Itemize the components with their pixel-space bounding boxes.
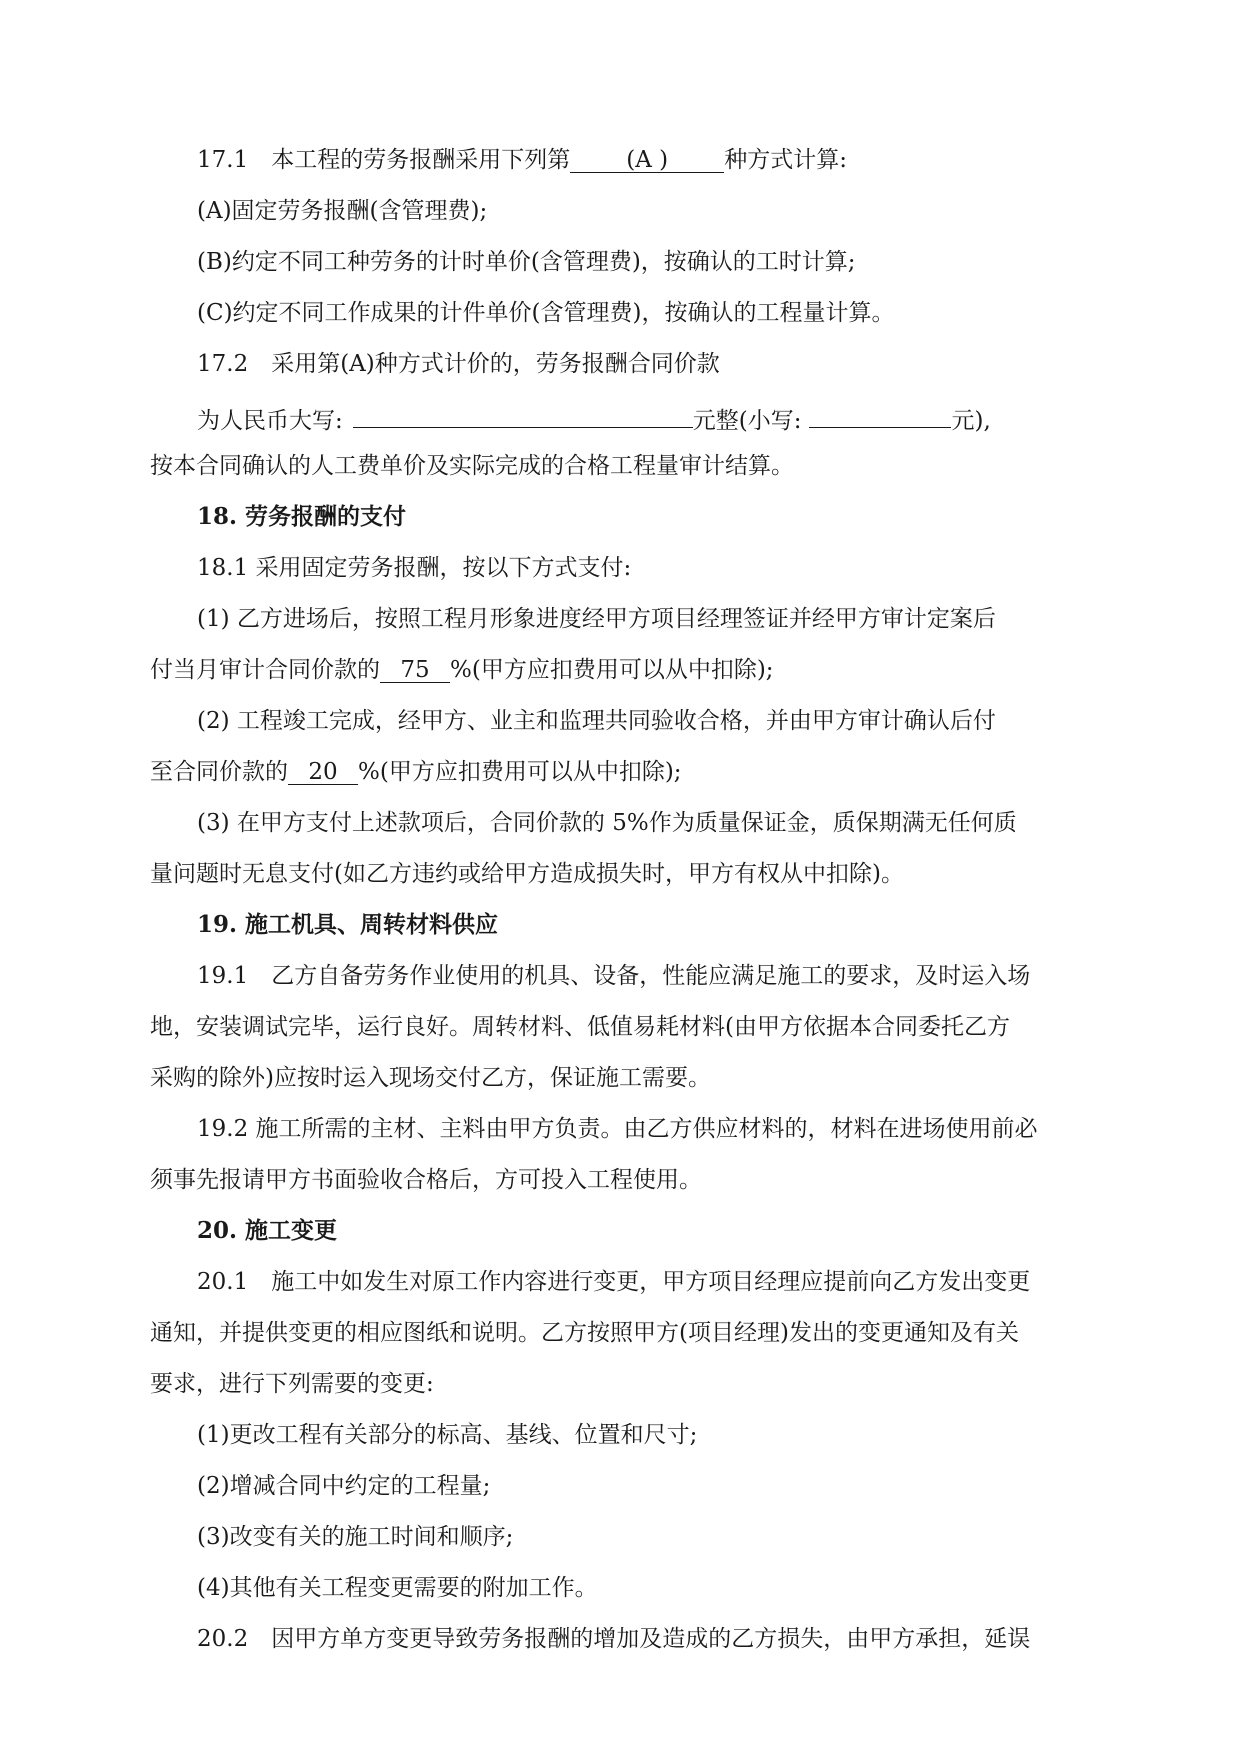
clause-17-2-line3: 按本合同确认的人工费单价及实际完成的合格工程量审计结算。 (150, 453, 794, 479)
clause-17-2-line1: 17.2 采用第(A)种方式计价的，劳务报酬合同价款 (197, 351, 720, 377)
change-item-4: (4)其他有关工程变更需要的附加工作。 (197, 1575, 598, 1601)
clause-19-1-line2: 地，安装调试完毕，运行良好。周转材料、低值易耗材料(由甲方依据本合同委托乙方 (150, 1014, 1010, 1040)
clause-17-1 (197, 145, 847, 175)
item2-suffix: %(甲方应扣费用可以从中扣除); (358, 759, 682, 785)
clause-18-item2-line2 (150, 757, 682, 787)
clause-17-2-line2 (197, 400, 991, 436)
payment-method-value: (A ) (626, 147, 669, 173)
percent-20-blank (288, 757, 358, 785)
change-item-1: (1)更改工程有关部分的标高、基线、位置和尺寸; (197, 1422, 698, 1448)
clause-17-1-prefix: 17.1 本工程的劳务报酬采用下列第 (197, 147, 571, 173)
section-18-heading: 18. 劳务报酬的支付 (197, 503, 407, 530)
clause-19-2-line1: 19.2 施工所需的主材、主料由甲方负责。由乙方供应材料的，材料在进场使用前必 (197, 1116, 1038, 1142)
clause-19-2-line2: 须事先报请甲方书面验收合格后，方可投入工程使用。 (150, 1167, 702, 1193)
clause-18-item3-line1: (3) 在甲方支付上述款项后，合同价款的 5%作为质量保证金，质保期满无任何质 (197, 810, 1017, 836)
item1-prefix: 付当月审计合同价款的 (150, 657, 380, 683)
amount-mid: 元整(小写: (692, 408, 802, 434)
percent-75-value: 75 (400, 657, 430, 683)
clause-20-1-line3: 要求，进行下列需要的变更: (150, 1371, 434, 1397)
section-19-heading: 19. 施工机具、周转材料供应 (197, 911, 499, 938)
clause-18-item2-line1: (2) 工程竣工完成，经甲方、业主和监理共同验收合格，并由甲方审计确认后付 (197, 708, 996, 734)
clause-20-2-line1: 20.2 因甲方单方变更导致劳务报酬的增加及造成的乙方损失，由甲方承担，延误 (197, 1626, 1031, 1652)
clause-18-1: 18.1 采用固定劳务报酬，按以下方式支付: (197, 555, 632, 581)
amount-figures-blank (809, 400, 951, 428)
clause-19-1-line3: 采购的除外)应按时运入现场交付乙方，保证施工需要。 (150, 1065, 711, 1091)
payment-method-blank (570, 145, 724, 173)
item2-prefix: 至合同价款的 (150, 759, 288, 785)
clause-20-1-line2: 通知，并提供变更的相应图纸和说明。乙方按照甲方(项目经理)发出的变更通知及有关 (150, 1320, 1019, 1346)
change-item-2: (2)增减合同中约定的工程量; (197, 1473, 491, 1499)
clause-18-item3-line2: 量问题时无息支付(如乙方违约或给甲方造成损失时，甲方有权从中扣除)。 (150, 861, 904, 887)
item1-suffix: %(甲方应扣费用可以从中扣除); (450, 657, 774, 683)
change-item-3: (3)改变有关的施工时间和顺序; (197, 1524, 514, 1550)
clause-20-1-line1: 20.1 施工中如发生对原工作内容进行变更，甲方项目经理应提前向乙方发出变更 (197, 1269, 1031, 1295)
amount-prefix: 为人民币大写: (197, 408, 343, 434)
amount-words-blank (353, 400, 693, 428)
clause-18-item1-line2 (150, 655, 774, 685)
option-a: (A)固定劳务报酬(含管理费); (197, 198, 488, 224)
option-b: (B)约定不同工种劳务的计时单价(含管理费)，按确认的工时计算; (197, 249, 856, 275)
clause-18-item1-line1: (1) 乙方进场后，按照工程月形象进度经甲方项目经理签证并经甲方审计定案后 (197, 606, 996, 632)
percent-75-blank (380, 655, 450, 683)
clause-17-1-suffix: 种方式计算: (724, 147, 847, 173)
clause-19-1-line1: 19.1 乙方自备劳务作业使用的机具、设备，性能应满足施工的要求，及时运入场 (197, 963, 1031, 989)
amount-suffix: 元), (951, 408, 991, 434)
percent-20-value: 20 (308, 759, 338, 785)
option-c: (C)约定不同工作成果的计件单价(含管理费)，按确认的工程量计算。 (197, 300, 895, 326)
section-20-heading: 20. 施工变更 (197, 1217, 338, 1244)
